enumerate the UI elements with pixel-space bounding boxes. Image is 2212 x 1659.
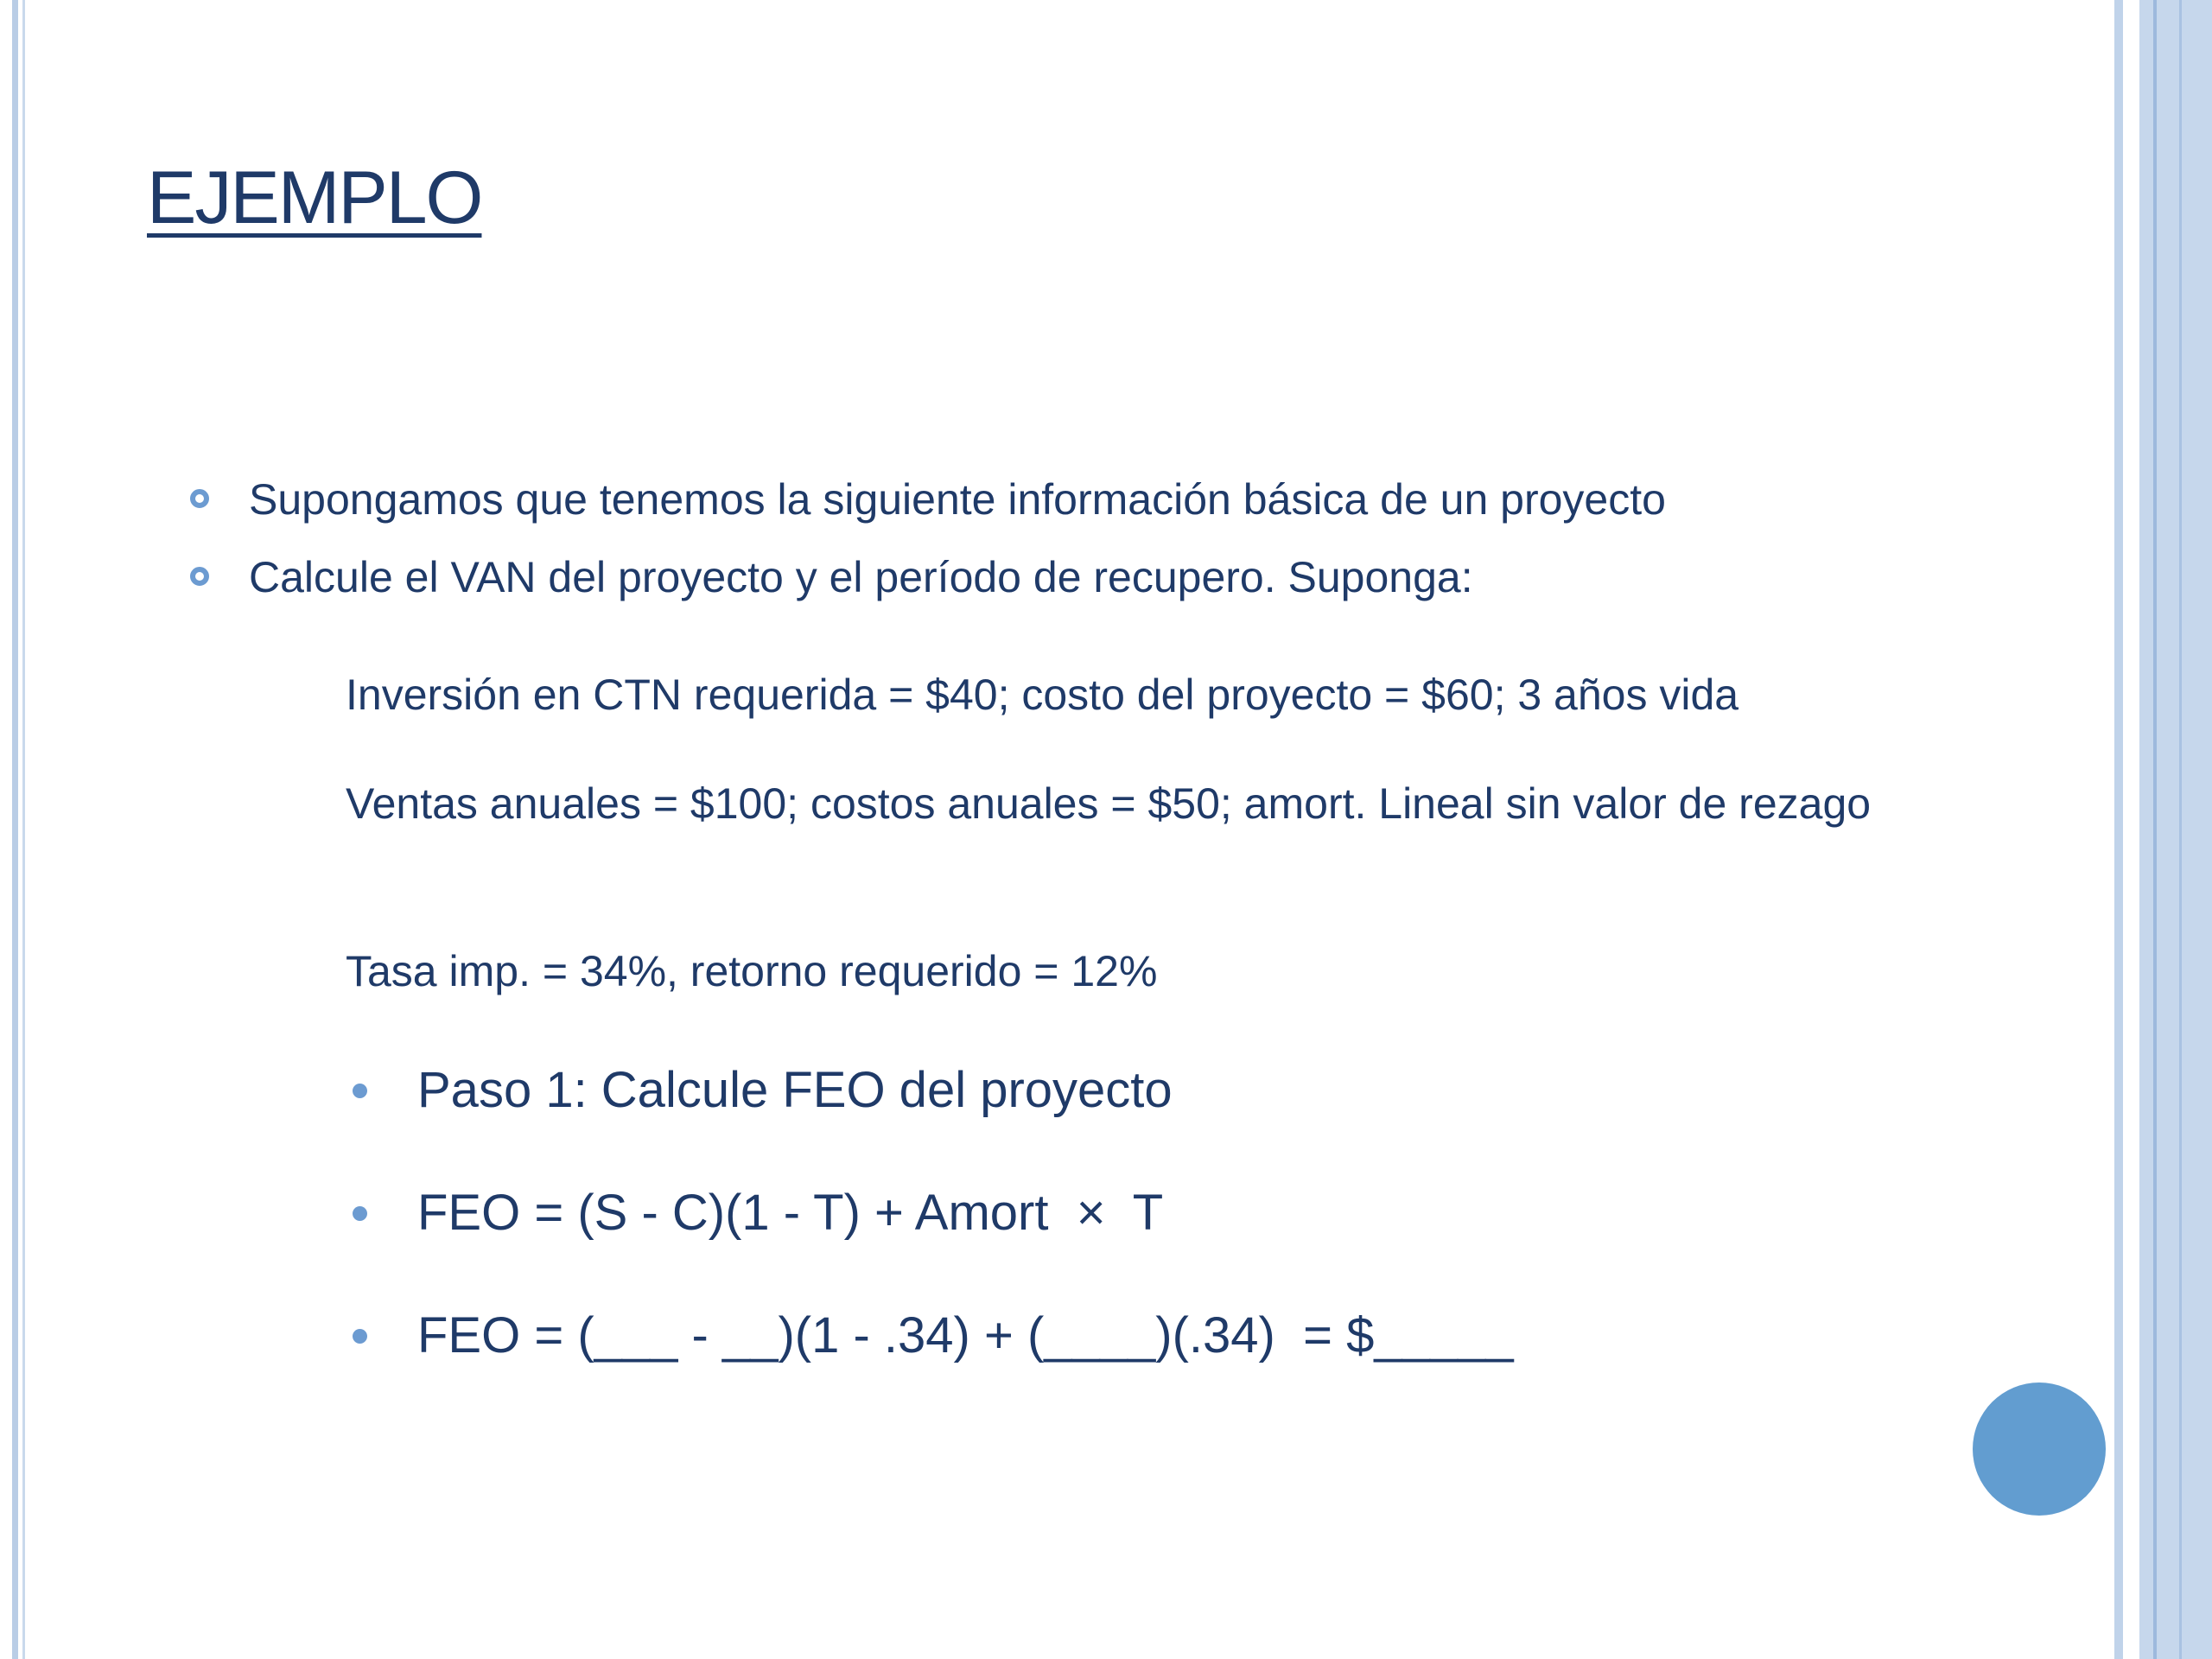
right-border-stripe xyxy=(2153,0,2157,1659)
right-border-line xyxy=(2114,0,2123,1659)
left-border-line-thin xyxy=(22,0,25,1659)
assumption-tax: Tasa imp. = 34%, retorno requerido = 12% xyxy=(346,947,1158,995)
assumption-sales: Ventas anuales = $100; costos anuales = $50; amort. Lineal sin valor de rezago xyxy=(346,779,1872,828)
step-formula: FEO = (S - C)(1 - T) + Amort × T xyxy=(417,1185,1164,1241)
assumption-investment: Inversión en CTN requerida = $40; costo del proyecto = $60; 3 años vida xyxy=(346,671,1739,719)
slide-title: EJEMPLO xyxy=(147,156,482,239)
list-item xyxy=(190,553,2048,601)
dot-bullet-icon xyxy=(353,1206,367,1221)
dot-bullet-icon xyxy=(353,1329,367,1344)
step-item xyxy=(353,1182,1994,1244)
step-text: Paso 1: Calcule FEO del proyecto xyxy=(417,1062,1173,1118)
main-bullet-list xyxy=(190,475,2048,631)
dot-bullet-icon xyxy=(353,1084,367,1098)
list-item-text: Supongamos que tenemos la siguiente información básica de un proyecto xyxy=(249,475,1666,524)
decorative-circle-icon xyxy=(1973,1382,2106,1516)
left-border-line xyxy=(12,0,18,1659)
ring-bullet-icon xyxy=(190,567,209,586)
list-item xyxy=(190,475,2048,524)
step-item xyxy=(353,1059,1994,1122)
right-border-band xyxy=(2139,0,2212,1659)
right-border-stripe-2 xyxy=(2179,0,2182,1659)
step-formula-blank: FEO = (___ - __)(1 - .34) + (____)(.34) = $_____ xyxy=(417,1307,1514,1363)
step-item xyxy=(353,1305,1994,1367)
list-item-text: Calcule el VAN del proyecto y el período de recupero. Suponga: xyxy=(249,553,1473,601)
ring-bullet-icon xyxy=(190,489,209,508)
step-bullet-list xyxy=(353,1059,1994,1427)
